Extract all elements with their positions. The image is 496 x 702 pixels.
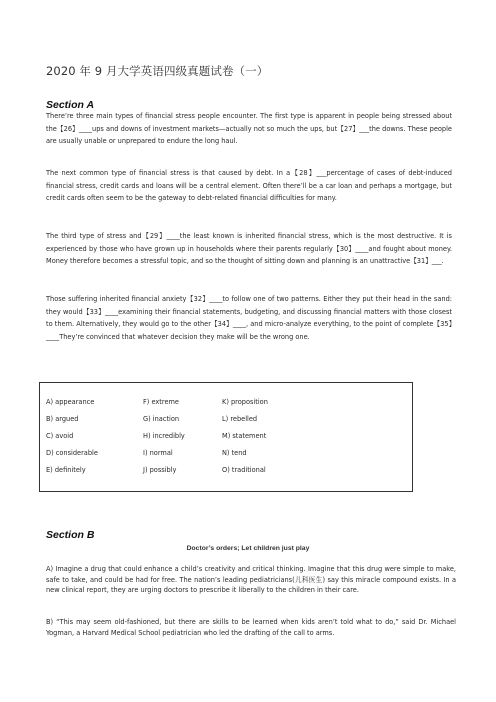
section-a-heading: Section A [46, 99, 95, 111]
option-l: L) rebelled [222, 415, 258, 423]
section-b-paragraph-b: B) “This may seem old-fashioned, but there are skills to be learned when kids aren’t told what to do,” said Dr. Michael Yogman, a Harvard Medical School pediatrician who led the drafting of the call to arms. [46, 618, 456, 637]
option-g: G) inaction [143, 415, 180, 423]
option-e: E) definitely [46, 466, 86, 474]
option-b: B) argued [46, 415, 79, 423]
section-a-paragraph-3: The third type of stress and【29】____the least known is inherited financial stress, which is the most destructive. It is experienced by those who have grown up in households where their parents regularly【30】____and fought about money. Money therefore becomes a stressful topic, and so the thought of sitting down and planning is an unattractive【31】___. [46, 232, 452, 266]
option-k: K) proposition [222, 398, 268, 406]
option-c: C) avoid [46, 432, 74, 440]
option-i: I) normal [143, 449, 173, 457]
section-a-paragraph-4: Those suffering inherited financial anxiety【32】____to follow one of two patterns. Either they put their head in the sand: they would【33】____examining their financial statements, budgeting, and discussing financial matters with those closest to them. Alternatively, they would go to the other【34】____, and micro-analyze everything, to the point of complete【35】____They’re convinced that whatever decision they make will be the wrong one. [46, 295, 452, 341]
passage-title: Doctor’s orders; Let children just play [186, 545, 310, 552]
section-b-heading: Section B [46, 529, 95, 541]
option-n: N) tend [222, 449, 247, 457]
page-title: 2020 年 9 月大学英语四级真题试卷（一） [46, 64, 269, 78]
section-a-paragraph-2: The next common type of financial stress is that caused by debt. In a【28】___percentage of cases of debt-induced financial stress, credit cards and loans will be a central element. Often there’ll be a car loan and perhaps a mortgage, but credit cards often seem to be the gateway to debt-related financial difficulties for many. [46, 169, 452, 203]
section-a-paragraph-1: There’re three main types of financial stress people encounter. The first type is apparent in people being stressed about the【26】____ups and downs of investment markets—actually not so much the ups, but【27】___the downs. These people are usually unable or unprepared to endure the long haul. [46, 112, 452, 146]
option-f: F) extreme [143, 398, 179, 406]
word-bank-box [39, 382, 413, 492]
option-d: D) considerable [46, 449, 98, 457]
option-a: A) appearance [46, 398, 95, 406]
option-j: J) possibly [143, 466, 177, 474]
option-m: M) statement [222, 432, 267, 440]
option-h: H) incredibly [143, 432, 185, 440]
section-b-paragraph-a: A) Imagine a drug that could enhance a child’s creativity and critical thinking. Imagine that this drug were simple to make, safe to take, and could be had for free. The nation’s leading pediatricians(儿科医生) say this miracle compound exists. In a new clinical report, they are urging doctors to prescribe it liberally to the children in their care. [46, 565, 456, 595]
option-o: O) traditional [222, 466, 266, 474]
